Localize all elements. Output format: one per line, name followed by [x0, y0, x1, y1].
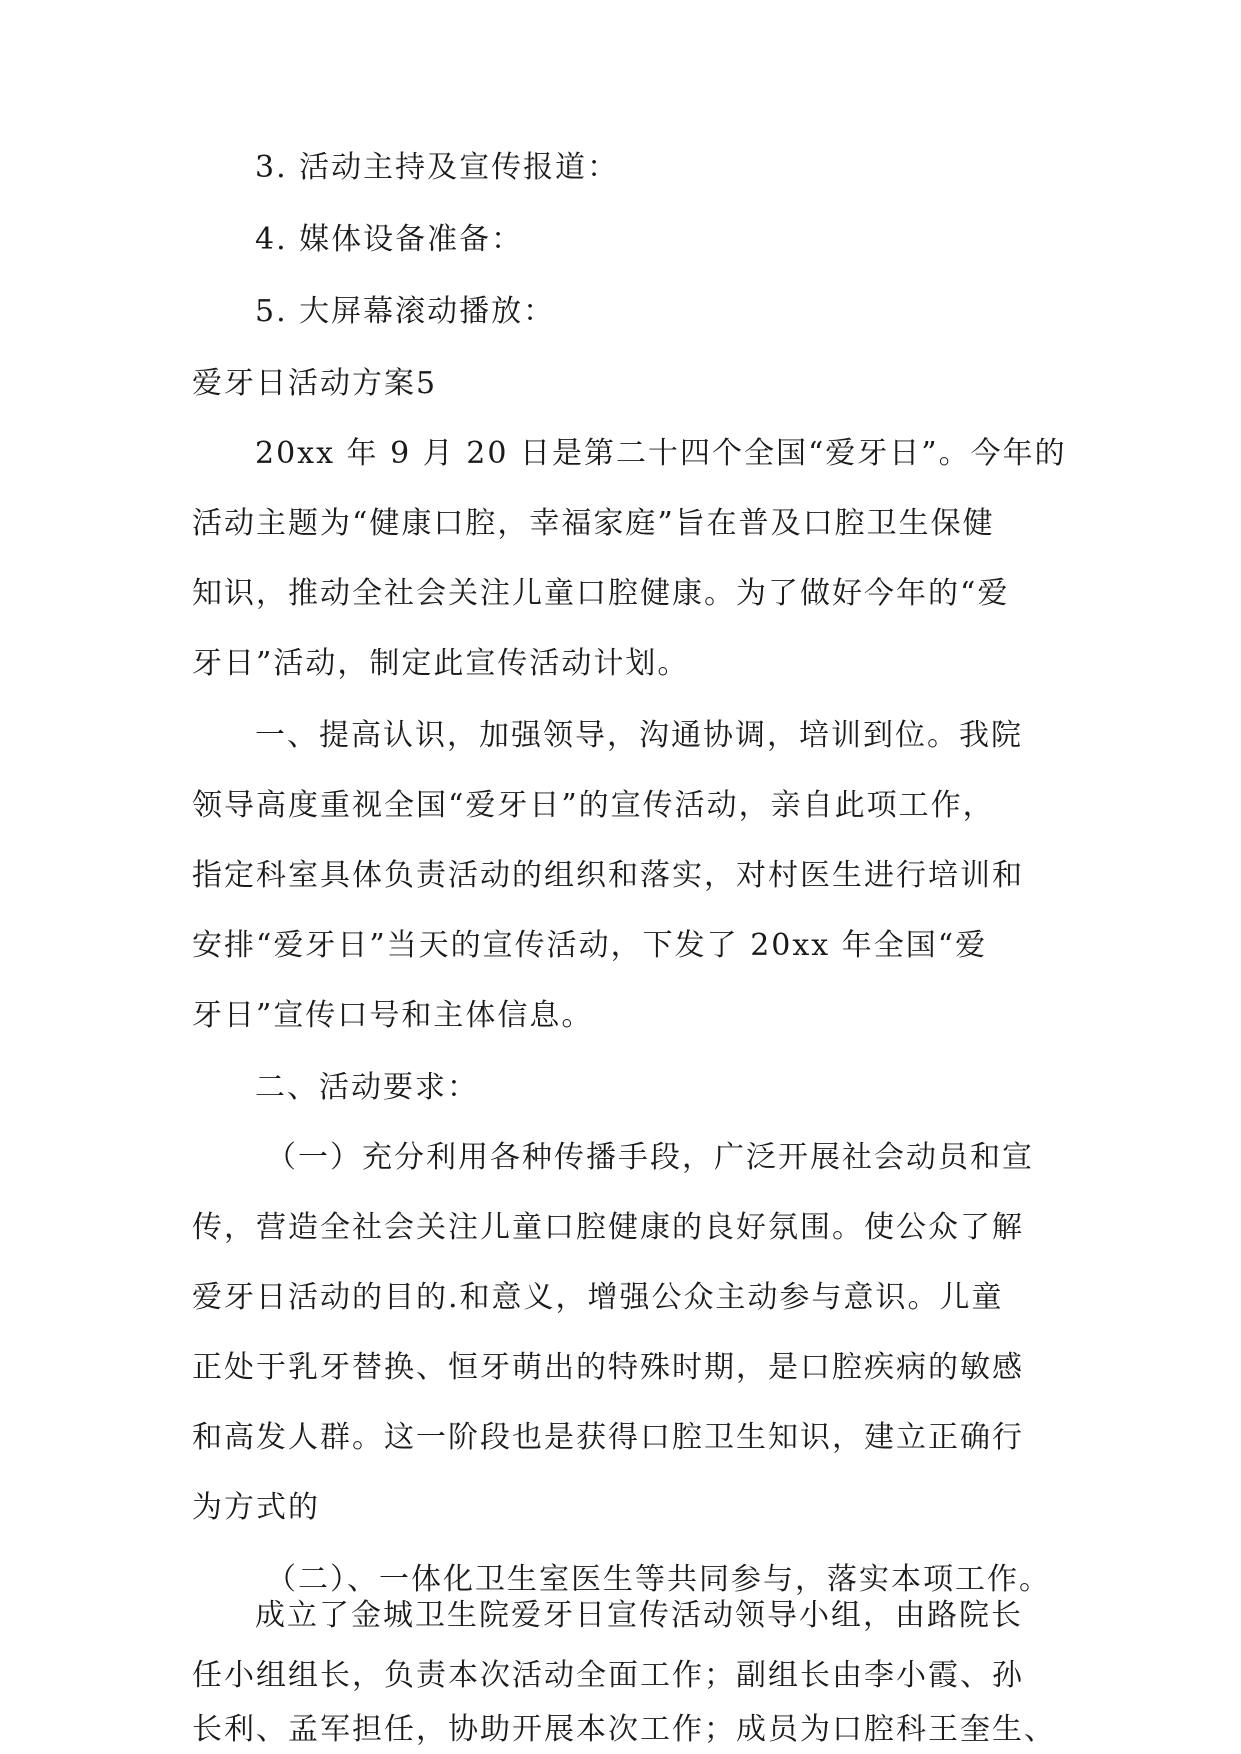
paragraph-line: 传，营造全社会关注儿童口腔健康的良好氛围。使公众了解	[192, 1210, 1024, 1245]
paragraph-line: （一）充分利用各种传播手段，广泛开展社会动员和宣	[266, 1140, 1034, 1175]
paragraph-line: 安排“爱牙日”当天的宣传活动，下发了 20xx 年全国“爱	[192, 928, 988, 963]
paragraph-line: （二）、一体化卫生室医生等共同参与，落实本项工作。	[266, 1562, 1051, 1597]
paragraph-line: 任小组组长，负责本次活动全面工作；副组长由李小霞、孙	[192, 1658, 1024, 1693]
paragraph-line: 一、提高认识，加强领导，沟通协调，培训到位。我院	[255, 718, 1023, 753]
paragraph-line: 20xx 年 9 月 20 日是第二十四个全国“爱牙日”。今年的	[255, 436, 1067, 471]
paragraph-line: 牙日”活动，制定此宣传活动计划。	[192, 646, 690, 681]
list-item-3: 3. 活动主持及宣传报道：	[255, 150, 620, 185]
paragraph-line: 长利、孟军担任，协助开展本次工作；成员为口腔科王奎生、	[192, 1712, 1056, 1747]
paragraph-line: 爱牙日活动的目的.和意义，增强公众主动参与意识。儿童	[192, 1280, 1004, 1315]
list-item-5: 5. 大屏幕滚动播放：	[255, 294, 556, 329]
paragraph-line: 正处于乳牙替换、恒牙萌出的特殊时期，是口腔疾病的敏感	[192, 1350, 1024, 1385]
section-heading: 二、活动要求：	[255, 1070, 479, 1105]
paragraph-line: 活动主题为“健康口腔，幸福家庭”旨在普及口腔卫生保健	[192, 506, 995, 541]
paragraph-line: 知识，推动全社会关注儿童口腔健康。为了做好今年的“爱	[192, 576, 1010, 611]
paragraph-line: 成立了金城卫生院爱牙日宣传活动领导小组，由路院长	[255, 1598, 1023, 1633]
paragraph-line: 牙日”宣传口号和主体信息。	[192, 998, 594, 1033]
paragraph-line: 和高发人群。这一阶段也是获得口腔卫生知识，建立正确行	[192, 1420, 1024, 1455]
paragraph-line: 指定科室具体负责活动的组织和落实，对村医生进行培训和	[192, 858, 1024, 893]
list-item-4: 4. 媒体设备准备：	[255, 222, 524, 257]
paragraph-line: 为方式的	[192, 1490, 320, 1525]
paragraph-line: 领导高度重视全国“爱牙日”的宣传活动，亲自此项工作，	[192, 788, 995, 823]
section-title: 爱牙日活动方案5	[192, 366, 438, 401]
